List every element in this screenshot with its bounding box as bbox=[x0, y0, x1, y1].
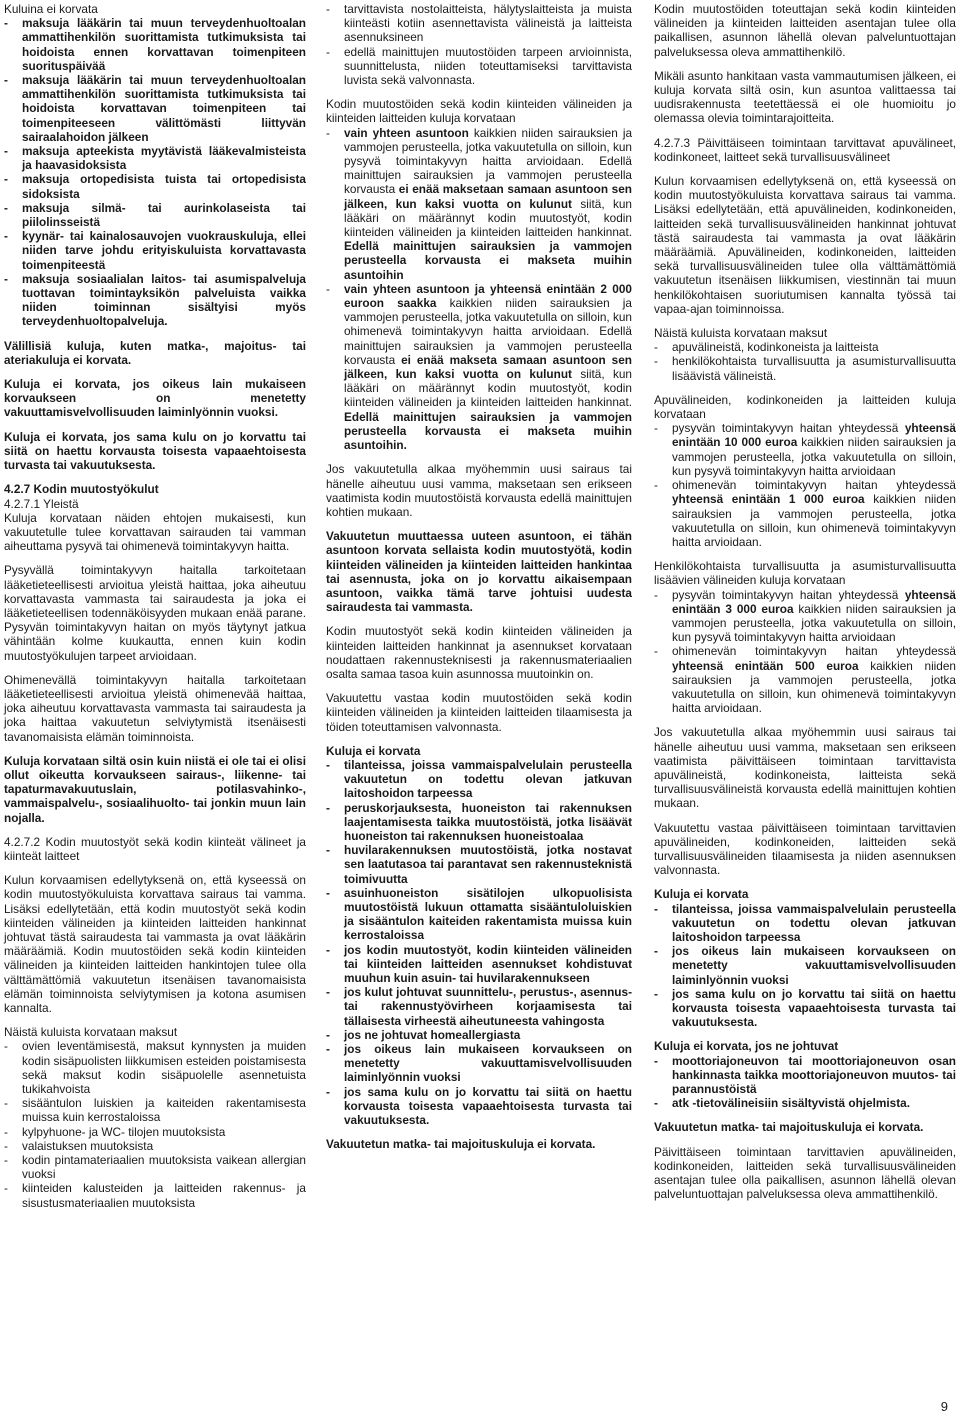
list-item-text: maksuja lääkärin tai muun terveydenhuoltoalan ammattihenkilön suorittamista tutkimuksista tai hoidoista korvattavan toimenpiteen tai toimenpiteeseen välittömästi liittyvän sairaalahoidon jälkeen bbox=[22, 73, 306, 144]
list-dash: - bbox=[4, 229, 8, 244]
list-dash: - bbox=[654, 421, 658, 436]
paragraph: Kodin muutostyöt sekä kodin kiinteiden välineiden ja kiinteiden laitteiden hankinnat ja asennukset korvataan noudattaen rakennusteknisesti ja rakennusmateriaalien osalta samaa tasoa kuin asunnossa muutoinkin on. bbox=[326, 624, 632, 681]
list-item bbox=[4, 73, 306, 144]
paragraph: Jos vakuutetulla alkaa myöhemmin uusi sairaus tai hänelle aiheutuu uusi vamma, maksetaan sen erikseen vaatimista kodin muutostöistä korvausta edellä mainittujen kohtien mukaan. bbox=[326, 462, 632, 519]
list-item bbox=[4, 201, 306, 229]
list-dash: - bbox=[326, 1084, 330, 1099]
list-item-text: peruskorjauksesta, huoneiston tai rakennuksen laajentamisesta taikka muutostöistä, jotka lisäävät huoneiston tai rakennuksen huoneistoalaa bbox=[344, 800, 632, 843]
list-dash: - bbox=[4, 144, 8, 159]
dash-list bbox=[326, 758, 632, 1127]
paragraph: 4.2.7.1 Yleistä bbox=[4, 496, 79, 511]
list-dash: - bbox=[326, 1027, 330, 1042]
list-item-text: jos ne johtuvat homeallergiasta bbox=[344, 1027, 521, 1042]
paragraph: Kulun korvaamisen edellytyksenä on, että kyseessä on kodin muutostyökuluista korvattava sairaus tai vamma. Lisäksi edellytetään, että kodin muutostyöt sekä kodin kiinteiden välineiden ja kiinteiden laitteiden hankinnat johtuvat tästä sairaudesta tai vammasta ja ovat lääkärin määräämiä. Kodin muutostöiden sekä kodin kiinteiden välineiden ja kiinteiden laitteiden hankintojen tulee olla välttämättömiä vakuutetun itsenäisen tavanomaisista elämän toiminnoista selviytymisen ja kotona asumisen kannalta. bbox=[4, 873, 306, 1015]
paragraph: Näistä kuluista korvataan maksut bbox=[654, 326, 828, 341]
list-item bbox=[654, 987, 956, 1030]
list-dash: - bbox=[4, 1181, 8, 1196]
list-item-text: vain yhteen asuntoon ja yhteensä enintään 2 000 euroon saakka kaikkien niiden sairauksien ja vammojen perusteella, jotka vakuutetulla on silloin, kun ohimenevä toimintakyvyn haitta arvioidaan. Edellä mainittujen sairauksien ja vammojen perusteella korvausta ei enää makseta samaan asuntoon sen jälkeen, kun kaksi vuotta on kulunut siitä, kun lääkäri on määrännyt kodin muutostyöt, kodin kiinteiden välineiden ja kiinteiden laitteiden hankinnat. Edellä mainittujen sairauksien ja vammojen perusteella korvausta ei makseta muihin asuntoihin. bbox=[344, 281, 632, 453]
list-item-text: maksuja sosiaalialan laitos- tai asumispalveluja tuottavan toimintayksikön palveluista vaikka niiden toiminnan sisältyisi myös terveydenhuoltopalveluja. bbox=[22, 271, 306, 329]
list-item bbox=[654, 588, 956, 645]
list-item-text: pysyvän toimintakyvyn haitan yhteydessä yhteensä enintään 10 000 euroa kaikkien niiden sairauksien ja vammojen perusteella, jotka vakuutetulla on silloin, kun pysyvä toimintakyvyn haitta arvioidaan bbox=[672, 421, 956, 478]
paragraph: Henkilökohtaista turvallisuutta ja asumisturvallisuutta lisäävien välineiden kuluja korvataan bbox=[654, 559, 956, 588]
list-item-text: tarvittavista nostolaitteista, hälytyslaitteista ja muista kiinteästi kotiin asennettavista välineistä ja laitteista asennuksineen bbox=[344, 2, 632, 45]
list-item-text: jos oikeus lain mukaiseen korvaukseen on menetetty vakuuttamisvelvollisuuden laiminlyönnin vuoksi bbox=[672, 944, 956, 987]
paragraph: Pysyvällä toimintakyvyn haitalla tarkoitetaan lääketieteellisesti arvioitua yleistä haittaa, joka aiheutuu korvattavasta vammasta tai sairaudesta ja joka ei lääketieteellisen todennäköisyyden mukaan enää parane. Pysyvän toimintakyvyn haitan on myös täytynyt jatkua vähintään kolme kuukautta, ennen kuin kodin muutostyökulujen tarpeet arvioidaan. bbox=[4, 563, 306, 663]
list-item bbox=[326, 1085, 632, 1128]
dash-list bbox=[654, 1054, 956, 1111]
list-dash: - bbox=[326, 843, 330, 858]
list-dash: - bbox=[326, 757, 330, 772]
list-item bbox=[4, 172, 306, 200]
list-item bbox=[654, 644, 956, 715]
list-item-text: ovien leventämisestä, maksut kynnysten ja muiden kodin sisäpuolisten liikkumisen esteiden poistamisesta sekä maksut kodin sisäpuolelle asennetuista tukikahvoista bbox=[22, 1039, 306, 1097]
paragraph: Mikäli asunto hankitaan vasta vammautumisen jälkeen, ei kuluja korvata siltä osin, kun asuntoa valittaessa tai uudisrakennusta teetettäessä ei ole huomioitu jo olemassa olevia toimintarajoitteita. bbox=[654, 68, 956, 126]
list-dash: - bbox=[654, 644, 658, 659]
list-dash: - bbox=[326, 2, 330, 16]
list-dash: - bbox=[326, 125, 330, 140]
list-item bbox=[326, 282, 632, 452]
list-item-text: asuinhuoneiston sisätilojen ulkopuolisista muutostöistä lukuun ottamatta sisääntuloluiskien ja sisääntulon kaiteiden rakentamista muissa kuin kerrostaloissa bbox=[344, 885, 632, 943]
dash-list bbox=[4, 1039, 306, 1209]
list-item-text: maksuja ortopedisista tuista tai ortopedisista sidoksista bbox=[22, 172, 306, 201]
list-item bbox=[326, 45, 632, 88]
list-item-text: huvilarakennuksen muutostöistä, jotka nostavat sen laatutasoa tai parantavat sen rakennusteknistä toimivuutta bbox=[344, 843, 632, 886]
dash-list bbox=[326, 126, 632, 453]
list-item bbox=[654, 421, 956, 478]
paragraph: Vakuutetun matka- tai majoituskuluja ei korvata. bbox=[654, 1120, 924, 1135]
dash-list bbox=[4, 16, 306, 328]
dash-list bbox=[654, 902, 956, 1030]
paragraph: Vakuutettu vastaa päivittäiseen toimintaan tarvittavien apuvälineiden, kodinkoneiden, laitteiden sekä turvallisuusvälineiden tilaamisesta ja niiden asennuksen valvonnasta. bbox=[654, 820, 956, 878]
list-dash: - bbox=[654, 901, 658, 916]
list-item-text: tilanteissa, joissa vammaispalvelulain perusteella vakuutetun on todettu olevan jatkuvan laitoshoidon tarpeessa bbox=[672, 901, 956, 944]
list-item bbox=[4, 1125, 306, 1139]
list-item-text: sisääntulon luiskien ja kaiteiden rakentamisesta muissa kuin kerrostaloissa bbox=[22, 1096, 306, 1125]
list-dash: - bbox=[654, 1096, 658, 1111]
list-item bbox=[4, 144, 306, 172]
list-item-text: jos sama kulu on jo korvattu tai siitä on haettu korvausta toisesta vapaaehtoisesta turvasta tai vakuutuksesta. bbox=[344, 1084, 632, 1128]
paragraph: Kuluja ei korvata, jos sama kulu on jo korvattu tai siitä on haettu korvausta toisesta vapaaehtoisesta turvasta tai vakuutuksesta. bbox=[4, 429, 306, 473]
list-dash: - bbox=[326, 44, 330, 59]
list-item bbox=[4, 1181, 306, 1209]
list-item-text: kodin pintamateriaalien muutoksista vaikean allergian vuoksi bbox=[22, 1153, 306, 1182]
list-item bbox=[326, 886, 632, 943]
paragraph: Kuluja ei korvata bbox=[654, 887, 749, 902]
list-item bbox=[326, 1042, 632, 1085]
list-item-text: jos kodin muutostyöt, kodin kiinteiden välineiden tai kiinteiden laitteiden asennukset kohdistuvat muuhun kuin asuin- tai huvilarakennukseen bbox=[344, 942, 632, 985]
column-right bbox=[654, 2, 956, 1211]
paragraph: Vakuutetun muuttaessa uuteen asuntoon, ei tähän asuntoon korvata sellaista kodin muutostyötä, kodin kiinteiden välineiden ja kiinteiden laitteiden hankintaa tai asennusta, joka on jo korvattu aikaisempaan asuntoon, vaikka tämä tarve johtuisi uudesta sairaudesta tai vammasta. bbox=[326, 529, 632, 615]
paragraph: Apuvälineiden, kodinkoneiden ja laitteiden kuluja korvataan bbox=[654, 392, 956, 422]
list-dash: - bbox=[4, 271, 8, 286]
list-item bbox=[654, 944, 956, 987]
list-item-text: henkilökohtaista turvallisuutta ja asumisturvallisuutta lisäävistä välineistä. bbox=[672, 354, 956, 383]
list-item-text: ohimenevän toimintakyvyn haitan yhteydessä yhteensä enintään 500 euroa kaikkien niiden sairauksien ja vammojen perusteella, jotka vakuutetulla on silloin, kun ohimenevä toimintakyvyn haitta arvioidaan. bbox=[672, 644, 956, 716]
list-dash: - bbox=[654, 1053, 658, 1068]
list-item bbox=[326, 1028, 632, 1042]
paragraph: Näistä kuluista korvataan maksut bbox=[4, 1025, 178, 1040]
page-number: 9 bbox=[940, 1398, 948, 1414]
list-item bbox=[326, 801, 632, 844]
paragraph: Vakuutetun matka- tai majoituskuluja ei korvata. bbox=[326, 1137, 596, 1152]
list-item bbox=[4, 1096, 306, 1124]
list-item bbox=[654, 354, 956, 382]
list-item bbox=[4, 1139, 306, 1153]
list-item-text: atk -tietovälineisiin sisältyvistä ohjelmista. bbox=[672, 1096, 910, 1111]
column-left bbox=[4, 2, 306, 1220]
paragraph: Kuluja korvataan näiden ehtojen mukaisesti, kun vakuutetulle tulee korvattavan sairauden tai vamman aiheuttama pysyvä tai ohimenevä toimintakyvyn haitta. bbox=[4, 510, 306, 554]
list-item bbox=[4, 229, 306, 272]
list-dash: - bbox=[4, 1153, 8, 1168]
paragraph: Päivittäiseen toimintaan tarvittavien apuvälineiden, kodinkoneiden, laitteiden sekä turvallisuusvälineiden asentajan tulee olla paikallisen, asunnon lähellä olevan palveluntuottajan palveluksessa oleva ammattihenkilö. bbox=[654, 1144, 956, 1202]
paragraph: Jos vakuutetulla alkaa myöhemmin uusi sairaus tai hänelle aiheutuu uusi vamma, maksetaan sen erikseen vaatimista päivittäiseen toimintaan tarvittavista apuvälineistä, kodinkoneista, laitteista sekä turvallisuusvälineistä korvausta edellä mainittujen kohtien mukaan. bbox=[654, 725, 956, 811]
list-item bbox=[654, 478, 956, 549]
list-dash: - bbox=[654, 587, 658, 602]
paragraph: Välillisiä kuluja, kuten matka-, majoitus- tai ateriakuluja ei korvata. bbox=[4, 338, 306, 367]
list-item-text: jos oikeus lain mukaiseen korvaukseen on menetetty vakuuttamisvelvollisuuden laiminlyönnin vuoksi bbox=[344, 1042, 632, 1085]
paragraph: Vakuutettu vastaa kodin muutostöiden sekä kodin kiinteiden välineiden ja kiinteiden laitteiden tilaamisesta ja töiden toteuttamisen valvonnasta. bbox=[326, 691, 632, 734]
list-item-text: pysyvän toimintakyvyn haitan yhteydessä yhteensä enintään 3 000 euroa kaikkien niiden sairauksien ja vammojen perusteella, jotka vakuutetulla on silloin, kun pysyvä toimintakyvyn haitta arvioidaan bbox=[672, 587, 956, 645]
dash-list bbox=[654, 588, 956, 716]
dash-list bbox=[326, 2, 632, 87]
paragraph: Ohimenevällä toimintakyvyn haitalla tarkoitetaan lääketieteellisesti arvioitua yleistä ohimenevää haittaa, joka aiheutuu korvattavasta vammasta tai sairaudesta ja joka haittaa vakuutetun selviytymistä itsenäisesti tavanomaisista elämän toiminnoista. bbox=[4, 672, 306, 744]
list-dash: - bbox=[4, 73, 8, 88]
list-item-text: edellä mainittujen muutostöiden tarpeen arvioinnista, suunnittelusta, niiden toteuttamiseksi tarvittavista luvista sekä valvonnasta. bbox=[344, 44, 632, 88]
list-item-text: tilanteissa, joissa vammaispalvelulain perusteella vakuutetun on todettu olevan jatkuvan laitoshoidon tarpeessa bbox=[344, 757, 632, 801]
list-item-text: maksuja silmä- tai aurinkolaseista tai piilolinsseistä bbox=[22, 200, 306, 230]
paragraph: 4.2.7.3 Päivittäiseen toimintaan tarvittavat apuvälineet, kodinkoneet, laitteet sekä turvallisuusvälineet bbox=[654, 135, 956, 164]
list-item bbox=[326, 758, 632, 801]
paragraph: Kodin muutostöiden toteuttajan sekä kodin kiinteiden välineiden ja kiinteiden laitteiden asentajan tulee olla paikallisen, asunnon lähellä olevan palveluntuottajan palveluksessa oleva ammattihenkilö. bbox=[654, 2, 956, 59]
list-item-text: maksuja lääkärin tai muun terveydenhuoltoalan ammattihenkilön suorittamista tutkimuksista tai hoidoista ennen korvattavan toimenpiteen suorituspäivää bbox=[22, 16, 306, 73]
list-item bbox=[4, 1039, 306, 1096]
list-dash: - bbox=[654, 986, 658, 1001]
list-dash: - bbox=[654, 354, 658, 369]
list-item bbox=[326, 943, 632, 986]
list-item-text: kyynär- tai kainalosauvojen vuokrauskuluja, ellei niiden tarve johdu erityiskuluista korvattavasta toimenpiteestä bbox=[22, 229, 306, 272]
dash-list bbox=[654, 421, 956, 549]
list-dash: - bbox=[326, 942, 330, 957]
list-dash: - bbox=[326, 1042, 330, 1057]
list-dash: - bbox=[654, 340, 658, 355]
list-item-text: jos sama kulu on jo korvattu tai siitä on haettu korvausta toisesta vapaaehtoisesta turvasta tai vakuutuksesta. bbox=[672, 986, 956, 1030]
list-item-text: apuvälineistä, kodinkoneista ja laitteista bbox=[672, 340, 879, 355]
paragraph: Kuluja ei korvata bbox=[326, 743, 421, 758]
list-dash: - bbox=[326, 281, 330, 296]
list-item-text: kylpyhuone- ja WC- tilojen muutoksista bbox=[22, 1124, 226, 1139]
paragraph: Kuluina ei korvata bbox=[4, 2, 98, 16]
paragraph: 4.2.7.2 Kodin muutostyöt sekä kodin kiinteät välineet ja kiinteät laitteet bbox=[4, 834, 306, 863]
list-item bbox=[326, 843, 632, 886]
list-dash: - bbox=[326, 985, 330, 1000]
list-item bbox=[4, 1153, 306, 1181]
list-dash: - bbox=[4, 172, 8, 187]
paragraph: Kuluja korvataan siltä osin kuin niistä ei ole tai ei olisi ollut oikeutta korvaukseen sairaus-, liikenne- tai tapaturmavakuutuslain, potilasvahinko-, vammaispalvelu-, sosiaalihuolto- tai jonkin muun lain nojalla. bbox=[4, 753, 306, 825]
list-item-text: moottoriajoneuvon tai moottoriajoneuvon osan hankinnasta taikka moottoriajoneuvon muutos- tai parannustöistä bbox=[672, 1053, 956, 1097]
paragraph: Kuluja ei korvata, jos ne johtuvat bbox=[654, 1039, 839, 1054]
column-middle bbox=[326, 2, 632, 1161]
list-item bbox=[654, 902, 956, 945]
list-item bbox=[654, 1054, 956, 1097]
dash-list bbox=[654, 340, 956, 383]
paragraph: Kulun korvaamisen edellytyksenä on, että kyseessä on kodin muutostyökuluista korvattava sairaus tai vamma. Lisäksi edellytetään, että apuvälineiden, kodinkoneiden, laitteiden sekä turvallisuusvälineiden hankinnat johtuvat tästä sairaudesta tai vammasta ja ovat lääkärin määräämiä. Apuvälineiden, kodinkoneiden, laitteiden sekä turvallisuusvälineiden tulee olla välttämättömiä vakuutetun itsenäisen liikkumisen, viestinnän tai muun henkilökohtaisen suoriutumisen kannalta työssä tai vapaa-ajan toiminnoissa. bbox=[654, 174, 956, 316]
list-item bbox=[654, 340, 956, 354]
paragraph: 4.2.7 Kodin muutostyökulut bbox=[4, 482, 159, 497]
list-item bbox=[326, 126, 632, 282]
list-item bbox=[326, 2, 632, 45]
list-item-text: maksuja apteekista myytävistä lääkevalmisteista ja haavasidoksista bbox=[22, 144, 306, 173]
list-dash: - bbox=[4, 1124, 8, 1139]
list-item-text: vain yhteen asuntoon kaikkien niiden sairauksien ja vammojen perusteella, jotka vakuutetulla on silloin, kun pysyvä toimintakyvyn haitta arvioidaan. Edellä mainittujen sairauksien ja vammojen perusteella korvausta ei enää maksetaan samaan asuntoon sen jälkeen, kun kaksi vuotta on kulunut siitä, kun lääkäri on määrännyt kodin muutostyöt, kodin kiinteiden välineiden ja kiinteiden laitteiden hankinnat. Edellä mainittujen sairauksien ja vammojen perusteella korvausta ei makseta muihin asuntoihin bbox=[344, 125, 632, 282]
list-dash: - bbox=[326, 800, 330, 815]
list-item bbox=[4, 16, 306, 73]
list-dash: - bbox=[4, 1138, 8, 1153]
list-item bbox=[4, 272, 306, 329]
list-dash: - bbox=[4, 200, 8, 215]
list-item-text: ohimenevän toimintakyvyn haitan yhteydessä yhteensä enintään 1 000 euroa kaikkien niiden sairauksien ja vammojen perusteella, jotka vakuutetulla on silloin, kun ohimenevä toimintakyvyn haitta arvioidaan. bbox=[672, 478, 956, 549]
list-dash: - bbox=[4, 16, 8, 31]
list-dash: - bbox=[654, 478, 658, 493]
paragraph: Kodin muutostöiden sekä kodin kiinteiden välineiden ja kiinteiden laitteiden kuluja korvataan bbox=[326, 97, 632, 126]
list-dash: - bbox=[326, 885, 330, 900]
list-item-text: valaistuksen muutoksista bbox=[22, 1138, 154, 1153]
list-item bbox=[326, 985, 632, 1028]
paragraph: Kuluja ei korvata, jos oikeus lain mukaiseen korvaukseen on menetetty vakuuttamisvelvollisuuden laiminlyönnin vuoksi. bbox=[4, 377, 306, 420]
list-dash: - bbox=[4, 1039, 8, 1054]
list-dash: - bbox=[654, 944, 658, 959]
list-item-text: kiinteiden kalusteiden ja laitteiden rakennus- ja sisustusmateriaalien muutoksista bbox=[22, 1181, 306, 1210]
list-item bbox=[654, 1096, 956, 1110]
list-item-text: jos kulut johtuvat suunnittelu-, perustus-, asennus- tai rakennustyövirheen korjaamisesta tai tällaisesta virheestä aiheutuneesta vahingosta bbox=[344, 985, 632, 1028]
list-dash: - bbox=[4, 1096, 8, 1111]
